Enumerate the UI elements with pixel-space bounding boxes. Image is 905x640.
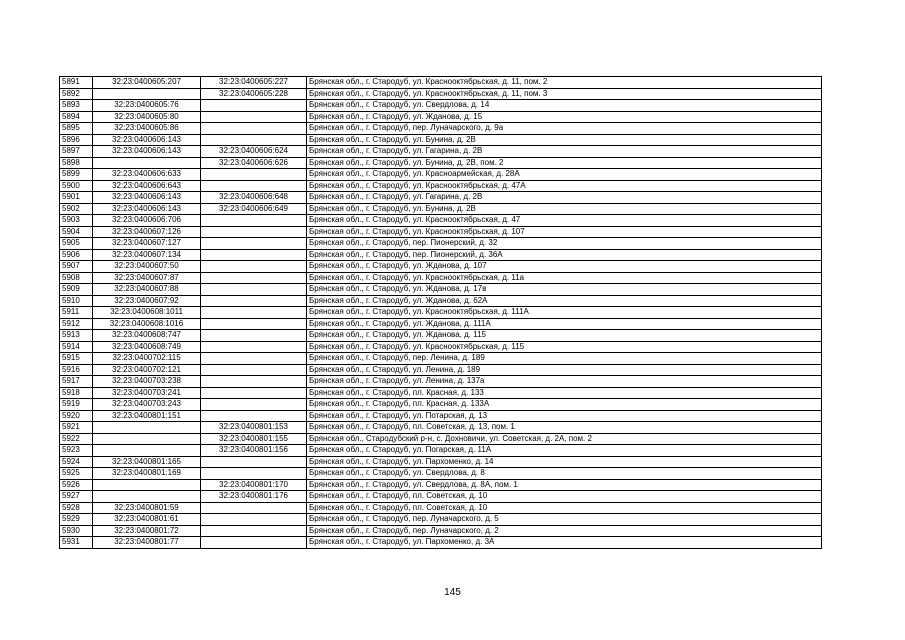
table-row: [60, 169, 822, 181]
row-number-cell: 5930: [60, 525, 93, 537]
table-row: [60, 111, 822, 123]
source-cadastral-number-cell: 32:23:0400703:241: [93, 387, 201, 399]
address-cell: Брянская обл., г. Стародуб, ул. Ленина, д. 137а: [307, 376, 822, 388]
row-number-cell: 5898: [60, 157, 93, 169]
new-cadastral-number-cell: [201, 468, 307, 480]
new-cadastral-number-cell: [201, 249, 307, 261]
address-cell: Брянская обл., г. Стародуб, пл. Красная, д. 133: [307, 387, 822, 399]
table-row: [60, 146, 822, 158]
table-row: [60, 123, 822, 135]
source-cadastral-number-cell: [93, 445, 201, 457]
source-cadastral-number-cell: 32:23:0400606:143: [93, 146, 201, 158]
address-cell: Брянская обл., г. Стародуб, пер. Луначарского, д. 9а: [307, 123, 822, 135]
address-cell: Брянская обл., г. Стародуб, ул. Краснооктябрьская, д. 11, пом. 3: [307, 88, 822, 100]
table-row: [60, 502, 822, 514]
new-cadastral-number-cell: [201, 318, 307, 330]
row-number-cell: 5903: [60, 215, 93, 227]
source-cadastral-number-cell: 32:23:0400606:643: [93, 180, 201, 192]
new-cadastral-number-cell: [201, 261, 307, 273]
source-cadastral-number-cell: 32:23:0400607:87: [93, 272, 201, 284]
new-cadastral-number-cell: [201, 295, 307, 307]
row-number-cell: 5910: [60, 295, 93, 307]
address-cell: Брянская обл., г. Стародуб, ул. Жданова, д. 115: [307, 330, 822, 342]
table-row: [60, 215, 822, 227]
address-cell: Брянская обл., г. Стародуб, ул. Жданова, д. 111А: [307, 318, 822, 330]
new-cadastral-number-cell: [201, 238, 307, 250]
source-cadastral-number-cell: [93, 422, 201, 434]
new-cadastral-number-cell: [201, 180, 307, 192]
address-cell: Брянская обл., г. Стародуб, ул. Погарская, д. 11А: [307, 445, 822, 457]
table-row: [60, 422, 822, 434]
row-number-cell: 5909: [60, 284, 93, 296]
new-cadastral-number-cell: [201, 307, 307, 319]
new-cadastral-number-cell: 32:23:0400606:648: [201, 192, 307, 204]
row-number-cell: 5907: [60, 261, 93, 273]
row-number-cell: 5895: [60, 123, 93, 135]
new-cadastral-number-cell: [201, 537, 307, 549]
new-cadastral-number-cell: [201, 456, 307, 468]
table-row: [60, 387, 822, 399]
address-cell: Брянская обл., г. Стародуб, ул. Бунина, д. 2В, пом. 2: [307, 157, 822, 169]
table-row: [60, 77, 822, 89]
new-cadastral-number-cell: [201, 111, 307, 123]
row-number-cell: 5905: [60, 238, 93, 250]
table-row: [60, 537, 822, 549]
address-cell: Брянская обл., г. Стародуб, ул. Жданова, д. 15: [307, 111, 822, 123]
new-cadastral-number-cell: [201, 341, 307, 353]
cadastral-table: [59, 76, 822, 549]
address-cell: Брянская обл., г. Стародуб, пер. Ленина, д. 189: [307, 353, 822, 365]
table-row: [60, 330, 822, 342]
address-cell: Брянская обл., г. Стародуб, ул. Краснооктябрьская, д. 11а: [307, 272, 822, 284]
row-number-cell: 5915: [60, 353, 93, 365]
new-cadastral-number-cell: 32:23:0400606:649: [201, 203, 307, 215]
source-cadastral-number-cell: 32:23:0400703:238: [93, 376, 201, 388]
table-row: [60, 192, 822, 204]
address-cell: Брянская обл., г. Стародуб, пл. Советская, д. 13, пом. 1: [307, 422, 822, 434]
address-cell: Брянская обл., г. Стародуб, ул. Гагарина, д. 2В: [307, 192, 822, 204]
source-cadastral-number-cell: 32:23:0400607:88: [93, 284, 201, 296]
address-cell: Брянская обл., г. Стародуб, ул. Жданова, д. 62А: [307, 295, 822, 307]
row-number-cell: 5918: [60, 387, 93, 399]
address-cell: Брянская обл., г. Стародуб, ул. Свердлова, д. 8: [307, 468, 822, 480]
table-row: [60, 100, 822, 112]
table-row: [60, 445, 822, 457]
table-row: [60, 238, 822, 250]
address-cell: Брянская обл., г. Стародуб, ул. Пархоменко, д. 3А: [307, 537, 822, 549]
table-row: [60, 433, 822, 445]
row-number-cell: 5913: [60, 330, 93, 342]
new-cadastral-number-cell: [201, 376, 307, 388]
row-number-cell: 5904: [60, 226, 93, 238]
table-row: [60, 261, 822, 273]
address-cell: Брянская обл., г. Стародуб, пер. Пионерский, д. 32: [307, 238, 822, 250]
source-cadastral-number-cell: 32:23:0400605:86: [93, 123, 201, 135]
address-cell: Брянская обл., г. Стародуб, пер. Луначарского, д. 2: [307, 525, 822, 537]
address-cell: Брянская обл., г. Стародуб, ул. Краснооктябрьская, д. 115: [307, 341, 822, 353]
new-cadastral-number-cell: 32:23:0400801:155: [201, 433, 307, 445]
source-cadastral-number-cell: 32:23:0400608:747: [93, 330, 201, 342]
row-number-cell: 5922: [60, 433, 93, 445]
address-cell: Брянская обл., г. Стародуб, ул. Потарская, д. 13: [307, 410, 822, 422]
source-cadastral-number-cell: 32:23:0400607:127: [93, 238, 201, 250]
source-cadastral-number-cell: 32:23:0400608:1011: [93, 307, 201, 319]
row-number-cell: 5896: [60, 134, 93, 146]
new-cadastral-number-cell: [201, 387, 307, 399]
address-cell: Брянская обл., г. Стародуб, ул. Красноармейская, д. 28А: [307, 169, 822, 181]
source-cadastral-number-cell: 32:23:0400801:169: [93, 468, 201, 480]
table-row: [60, 479, 822, 491]
address-cell: Брянская обл., г. Стародуб, ул. Краснооктябрьская, д. 47А: [307, 180, 822, 192]
new-cadastral-number-cell: [201, 226, 307, 238]
source-cadastral-number-cell: 32:23:0400605:80: [93, 111, 201, 123]
new-cadastral-number-cell: [201, 169, 307, 181]
new-cadastral-number-cell: [201, 353, 307, 365]
address-cell: Брянская обл., г. Стародуб, ул. Краснооктябрьская, д. 111А: [307, 307, 822, 319]
row-number-cell: 5917: [60, 376, 93, 388]
row-number-cell: 5908: [60, 272, 93, 284]
new-cadastral-number-cell: 32:23:0400801:153: [201, 422, 307, 434]
table-row: [60, 226, 822, 238]
table-row: [60, 410, 822, 422]
address-cell: Брянская обл., г. Стародуб, пер. Луначарского, д. 5: [307, 514, 822, 526]
source-cadastral-number-cell: 32:23:0400606:143: [93, 134, 201, 146]
new-cadastral-number-cell: [201, 364, 307, 376]
source-cadastral-number-cell: 32:23:0400606:143: [93, 192, 201, 204]
new-cadastral-number-cell: [201, 330, 307, 342]
row-number-cell: 5931: [60, 537, 93, 549]
row-number-cell: 5923: [60, 445, 93, 457]
source-cadastral-number-cell: 32:23:0400801:72: [93, 525, 201, 537]
table-row: [60, 307, 822, 319]
table-row: [60, 203, 822, 215]
source-cadastral-number-cell: 32:23:0400606:706: [93, 215, 201, 227]
address-cell: Брянская обл., г. Стародуб, ул. Краснооктябрьская, д. 11, пом. 2: [307, 77, 822, 89]
new-cadastral-number-cell: [201, 134, 307, 146]
table-row: [60, 341, 822, 353]
address-cell: Брянская обл., г. Стародуб, ул. Жданова, д. 107: [307, 261, 822, 273]
table-row: [60, 364, 822, 376]
source-cadastral-number-cell: 32:23:0400801:165: [93, 456, 201, 468]
source-cadastral-number-cell: 32:23:0400606:143: [93, 203, 201, 215]
row-number-cell: 5919: [60, 399, 93, 411]
new-cadastral-number-cell: 32:23:0400606:626: [201, 157, 307, 169]
address-cell: Брянская обл., Стародубский р-н, с. Дохновичи, ул. Советская, д. 2А, пом. 2: [307, 433, 822, 445]
new-cadastral-number-cell: [201, 514, 307, 526]
source-cadastral-number-cell: 32:23:0400608:749: [93, 341, 201, 353]
row-number-cell: 5899: [60, 169, 93, 181]
table-row: [60, 284, 822, 296]
source-cadastral-number-cell: 32:23:0400605:76: [93, 100, 201, 112]
row-number-cell: 5897: [60, 146, 93, 158]
new-cadastral-number-cell: 32:23:0400606:624: [201, 146, 307, 158]
table-row: [60, 88, 822, 100]
new-cadastral-number-cell: 32:23:0400605:227: [201, 77, 307, 89]
table-row: [60, 456, 822, 468]
source-cadastral-number-cell: 32:23:0400607:126: [93, 226, 201, 238]
row-number-cell: 5911: [60, 307, 93, 319]
new-cadastral-number-cell: [201, 100, 307, 112]
source-cadastral-number-cell: [93, 433, 201, 445]
row-number-cell: 5914: [60, 341, 93, 353]
source-cadastral-number-cell: 32:23:0400607:92: [93, 295, 201, 307]
row-number-cell: 5892: [60, 88, 93, 100]
row-number-cell: 5921: [60, 422, 93, 434]
new-cadastral-number-cell: [201, 272, 307, 284]
new-cadastral-number-cell: [201, 123, 307, 135]
table-row: [60, 134, 822, 146]
row-number-cell: 5920: [60, 410, 93, 422]
table-row: [60, 272, 822, 284]
address-cell: Брянская обл., г. Стародуб, ул. Свердлова, д. 8А, пом. 1: [307, 479, 822, 491]
address-cell: Брянская обл., г. Стародуб, пл. Красная, д. 133А: [307, 399, 822, 411]
source-cadastral-number-cell: [93, 479, 201, 491]
source-cadastral-number-cell: 32:23:0400801:59: [93, 502, 201, 514]
new-cadastral-number-cell: 32:23:0400801:176: [201, 491, 307, 503]
source-cadastral-number-cell: 32:23:0400608:1016: [93, 318, 201, 330]
address-cell: Брянская обл., г. Стародуб, пл. Советская, д. 10: [307, 491, 822, 503]
table-row: [60, 353, 822, 365]
address-cell: Брянская обл., г. Стародуб, пер. Пионерский, д. 36А: [307, 249, 822, 261]
source-cadastral-number-cell: 32:23:0400801:151: [93, 410, 201, 422]
source-cadastral-number-cell: 32:23:0400606:633: [93, 169, 201, 181]
row-number-cell: 5924: [60, 456, 93, 468]
table-row: [60, 318, 822, 330]
address-cell: Брянская обл., г. Стародуб, ул. Жданова, д. 17в: [307, 284, 822, 296]
table-row: [60, 295, 822, 307]
source-cadastral-number-cell: 32:23:0400702:121: [93, 364, 201, 376]
new-cadastral-number-cell: [201, 502, 307, 514]
address-cell: Брянская обл., г. Стародуб, ул. Ленина, д. 189: [307, 364, 822, 376]
source-cadastral-number-cell: 32:23:0400607:50: [93, 261, 201, 273]
table-row: [60, 468, 822, 480]
table-row: [60, 399, 822, 411]
table-row: [60, 157, 822, 169]
source-cadastral-number-cell: 32:23:0400605:207: [93, 77, 201, 89]
new-cadastral-number-cell: [201, 525, 307, 537]
source-cadastral-number-cell: 32:23:0400801:77: [93, 537, 201, 549]
new-cadastral-number-cell: 32:23:0400801:156: [201, 445, 307, 457]
row-number-cell: 5925: [60, 468, 93, 480]
address-cell: Брянская обл., г. Стародуб, ул. Пархоменко, д. 14: [307, 456, 822, 468]
row-number-cell: 5926: [60, 479, 93, 491]
table-body: [60, 77, 822, 549]
new-cadastral-number-cell: [201, 215, 307, 227]
new-cadastral-number-cell: [201, 284, 307, 296]
table-row: [60, 491, 822, 503]
row-number-cell: 5893: [60, 100, 93, 112]
table-row: [60, 180, 822, 192]
row-number-cell: 5927: [60, 491, 93, 503]
new-cadastral-number-cell: 32:23:0400801:170: [201, 479, 307, 491]
row-number-cell: 5912: [60, 318, 93, 330]
row-number-cell: 5891: [60, 77, 93, 89]
table-row: [60, 525, 822, 537]
address-cell: Брянская обл., г. Стародуб, ул. Свердлова, д. 14: [307, 100, 822, 112]
address-cell: Брянская обл., г. Стародуб, ул. Краснооктябрьская, д. 107: [307, 226, 822, 238]
source-cadastral-number-cell: 32:23:0400702:115: [93, 353, 201, 365]
new-cadastral-number-cell: [201, 399, 307, 411]
source-cadastral-number-cell: 32:23:0400703:243: [93, 399, 201, 411]
row-number-cell: 5928: [60, 502, 93, 514]
source-cadastral-number-cell: [93, 88, 201, 100]
new-cadastral-number-cell: 32:23:0400605:228: [201, 88, 307, 100]
row-number-cell: 5906: [60, 249, 93, 261]
source-cadastral-number-cell: [93, 157, 201, 169]
page-number: 145: [444, 587, 461, 598]
row-number-cell: 5916: [60, 364, 93, 376]
address-cell: Брянская обл., г. Стародуб, ул. Бунина, д. 2В: [307, 134, 822, 146]
address-cell: Брянская обл., г. Стародуб, ул. Бунина, д. 2В: [307, 203, 822, 215]
source-cadastral-number-cell: [93, 491, 201, 503]
table-row: [60, 514, 822, 526]
table-row: [60, 249, 822, 261]
source-cadastral-number-cell: 32:23:0400801:61: [93, 514, 201, 526]
source-cadastral-number-cell: 32:23:0400607:134: [93, 249, 201, 261]
row-number-cell: 5929: [60, 514, 93, 526]
address-cell: Брянская обл., г. Стародуб, ул. Гагарина, д. 2В: [307, 146, 822, 158]
address-cell: Брянская обл., г. Стародуб, ул. Краснооктябрьская, д. 47: [307, 215, 822, 227]
new-cadastral-number-cell: [201, 410, 307, 422]
row-number-cell: 5894: [60, 111, 93, 123]
row-number-cell: 5901: [60, 192, 93, 204]
row-number-cell: 5902: [60, 203, 93, 215]
row-number-cell: 5900: [60, 180, 93, 192]
table-row: [60, 376, 822, 388]
address-cell: Брянская обл., г. Стародуб, пл. Советская, д. 10: [307, 502, 822, 514]
